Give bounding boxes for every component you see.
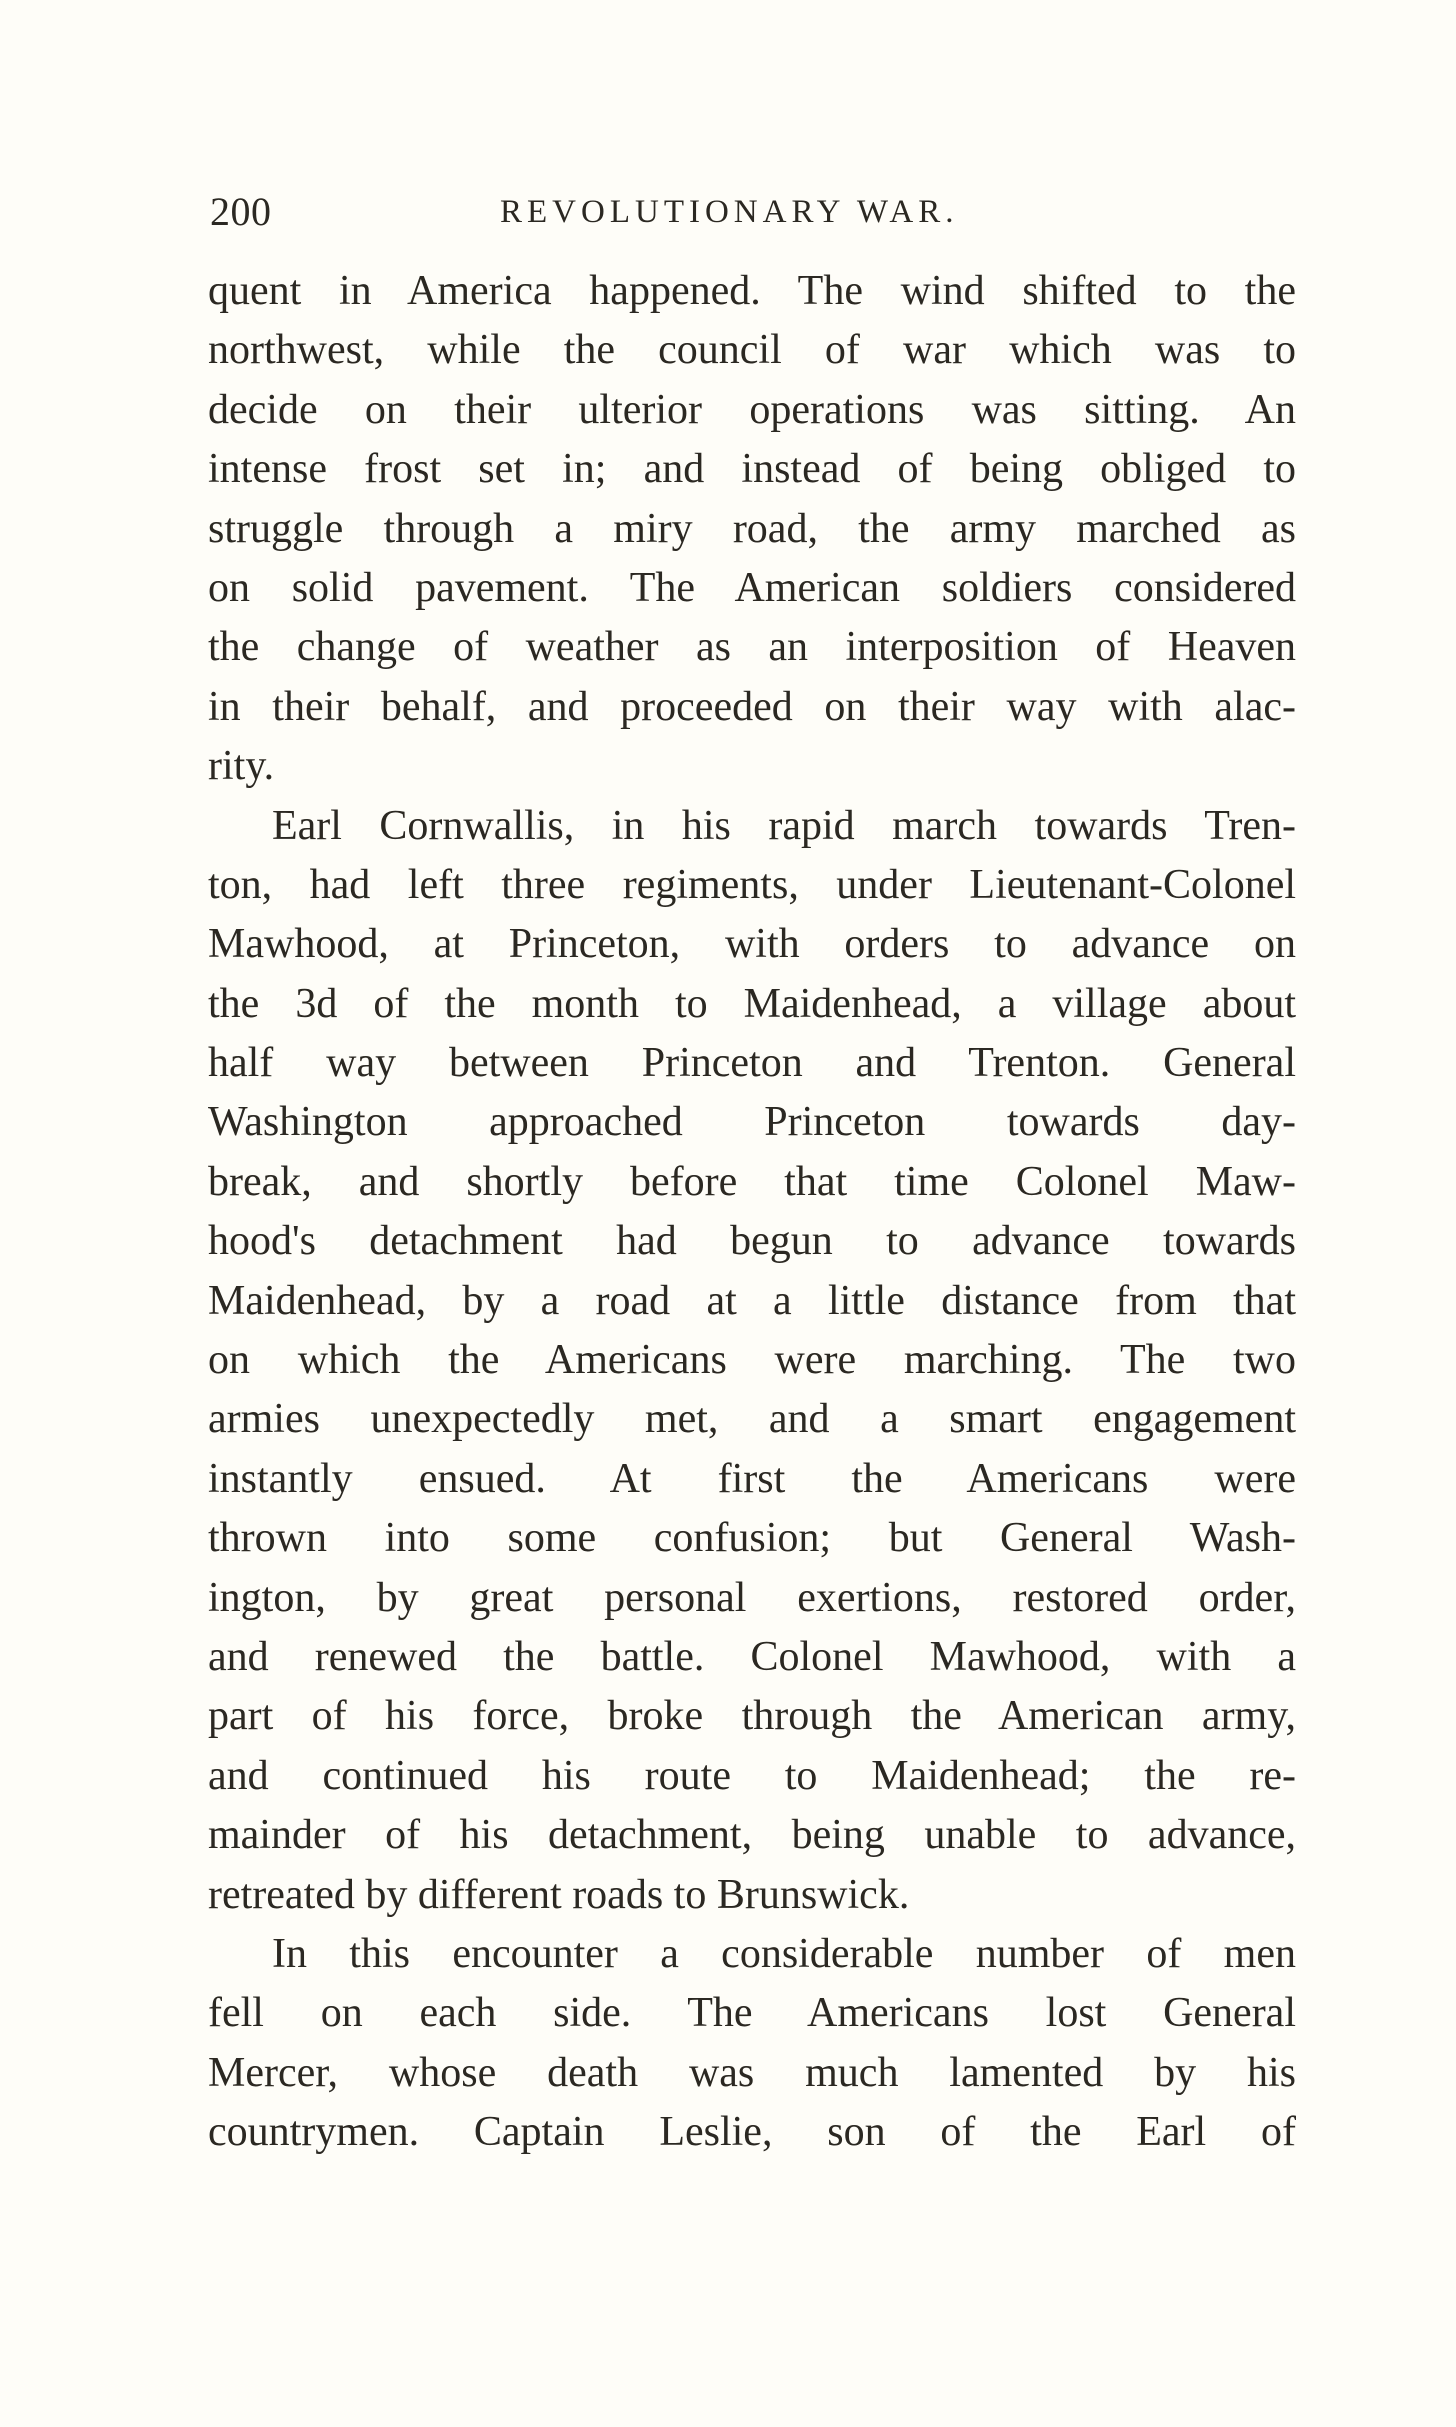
text-line: rity. bbox=[208, 743, 275, 790]
text-line: on solid pavement. The American soldiers considered bbox=[208, 564, 1296, 611]
text-line: decide on their ulterior operations was sitting. An bbox=[208, 386, 1296, 433]
text-line: ington, by great personal exertions, restored order, bbox=[208, 1574, 1296, 1621]
text-line: Washington approached Princeton towards day- bbox=[208, 1099, 1296, 1146]
text-line: retreated by different roads to Brunswick. bbox=[208, 1871, 910, 1918]
paragraph-3 bbox=[208, 1925, 1296, 2163]
text-line: fell on each side. The Americans lost General bbox=[208, 1990, 1296, 2037]
text-line: quent in America happened. The wind shifted to the bbox=[208, 268, 1296, 314]
text-line: In this encounter a considerable number of men bbox=[272, 1930, 1296, 1977]
text-line: the 3d of the month to Maidenhead, a village about bbox=[208, 980, 1296, 1027]
text-line: break, and shortly before that time Colonel Maw- bbox=[208, 1158, 1296, 1205]
text-line: the change of weather as an interposition of Heaven bbox=[208, 624, 1296, 671]
text-line: Maidenhead, by a road at a little distance from that bbox=[208, 1277, 1296, 1324]
text-line: mainder of his detachment, being unable to advance, bbox=[208, 1812, 1296, 1859]
text-line: Earl Cornwallis, in his rapid march towards Tren- bbox=[272, 802, 1296, 849]
text-line: Mawhood, at Princeton, with orders to advance on bbox=[208, 921, 1296, 968]
text-line: ton, had left three regiments, under Lieutenant-Colonel bbox=[208, 861, 1296, 908]
text-line: northwest, while the council of war which was to bbox=[208, 327, 1296, 374]
body-text bbox=[208, 262, 1296, 2163]
text-line: part of his force, broke through the American army, bbox=[208, 1693, 1296, 1740]
text-line: countrymen. Captain Leslie, son of the Earl of bbox=[208, 2109, 1296, 2156]
text-line: intense frost set in; and instead of being obliged to bbox=[208, 446, 1296, 493]
text-line: and renewed the battle. Colonel Mawhood, with a bbox=[208, 1633, 1296, 1680]
text-line: hood's detachment had begun to advance towards bbox=[208, 1218, 1296, 1265]
paragraph-2 bbox=[208, 797, 1296, 1925]
page-header bbox=[210, 186, 1290, 238]
text-line: on which the Americans were marching. The two bbox=[208, 1337, 1296, 1384]
text-line: and continued his route to Maidenhead; the re- bbox=[208, 1752, 1296, 1799]
text-line: instantly ensued. At first the Americans were bbox=[208, 1455, 1296, 1502]
text-line: struggle through a miry road, the army marched as bbox=[208, 505, 1296, 552]
text-line: half way between Princeton and Trenton. General bbox=[208, 1040, 1296, 1087]
text-line: armies unexpectedly met, and a smart engagement bbox=[208, 1396, 1296, 1443]
text-line: Mercer, whose death was much lamented by his bbox=[208, 2049, 1296, 2096]
text-line: thrown into some confusion; but General Wash- bbox=[208, 1515, 1296, 1562]
running-head: REVOLUTIONARY WAR. bbox=[500, 194, 959, 230]
page-number: 200 bbox=[210, 189, 272, 234]
text-line: in their behalf, and proceeded on their way with alac- bbox=[208, 683, 1296, 730]
paragraph-1 bbox=[208, 262, 1296, 797]
